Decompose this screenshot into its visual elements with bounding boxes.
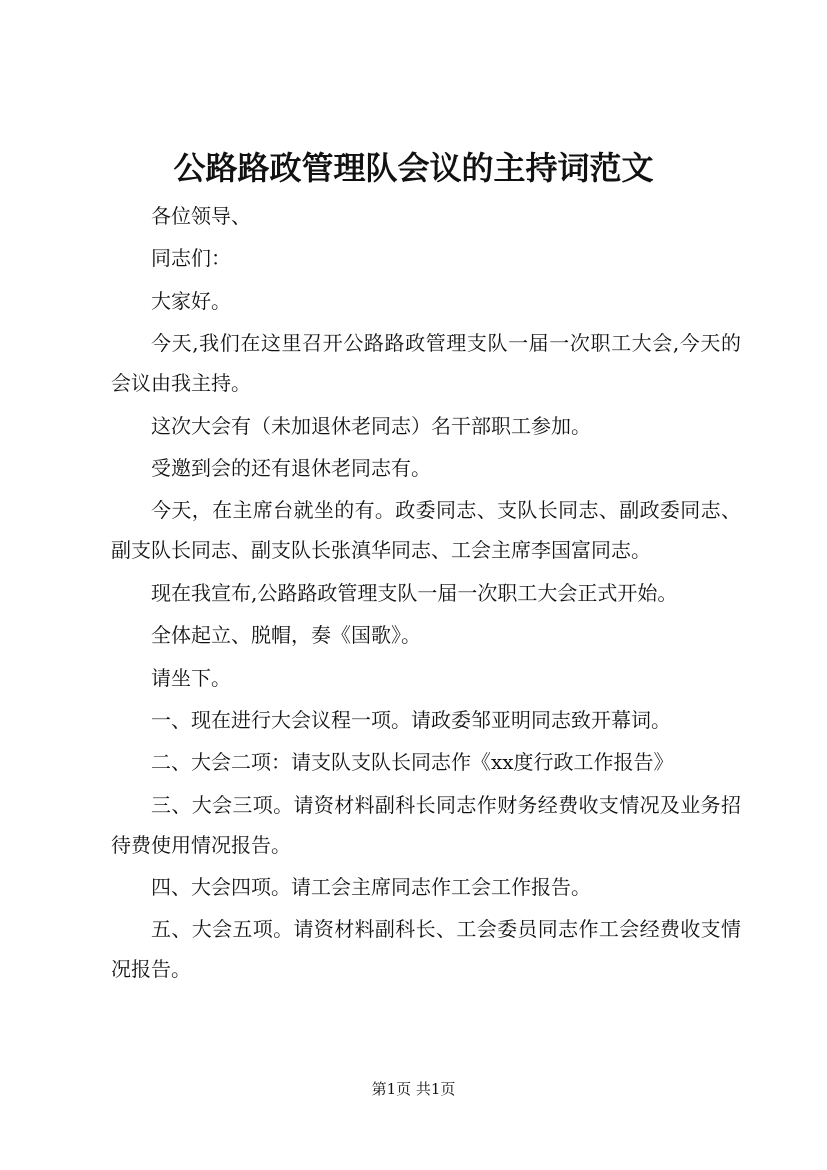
paragraph: 今天,我们在这里召开公路路政管理支队一届一次职工大会,今天的会议由我主持。	[111, 331, 741, 396]
paragraph: 大家好。	[151, 288, 231, 313]
document-body	[111, 196, 741, 992]
paragraph: 受邀到会的还有退休老同志有。	[151, 455, 431, 480]
paragraph: 五、大会五项。请资材料副科长、工会委员同志作工会经费收支情况报告。	[111, 917, 741, 982]
document-title: 公路路政管理队会议的主持词范文	[173, 149, 654, 187]
paragraph: 今天，在主席台就坐的有。政委同志、支队长同志、副政委同志、副支队长同志、副支队长张滇华同志、工会主席李国富同志。	[111, 498, 741, 563]
paragraph: 全体起立、脱帽，奏《国歌》。	[151, 623, 421, 648]
paragraph: 这次大会有（未加退休老同志）名干部职工参加。	[151, 413, 591, 438]
paragraph: 二、大会二项：请支队支队长同志作《xx度行政工作报告》	[151, 750, 674, 775]
page-number-footer: 第1页 共1页	[371, 1080, 456, 1098]
paragraph: 现在我宣布,公路路政管理支队一届一次职工大会正式开始。	[151, 580, 678, 605]
paragraph: 同志们：	[151, 246, 231, 271]
paragraph: 请坐下。	[151, 665, 231, 690]
paragraph: 四、大会四项。请工会主席同志作工会工作报告。	[151, 875, 591, 900]
paragraph: 三、大会三项。请资材料副科长同志作财务经费收支情况及业务招待费使用情况报告。	[111, 792, 741, 857]
paragraph: 一、现在进行大会议程一项。请政委邹亚明同志致开幕词。	[151, 707, 671, 732]
paragraph: 各位领导、	[151, 204, 251, 228]
